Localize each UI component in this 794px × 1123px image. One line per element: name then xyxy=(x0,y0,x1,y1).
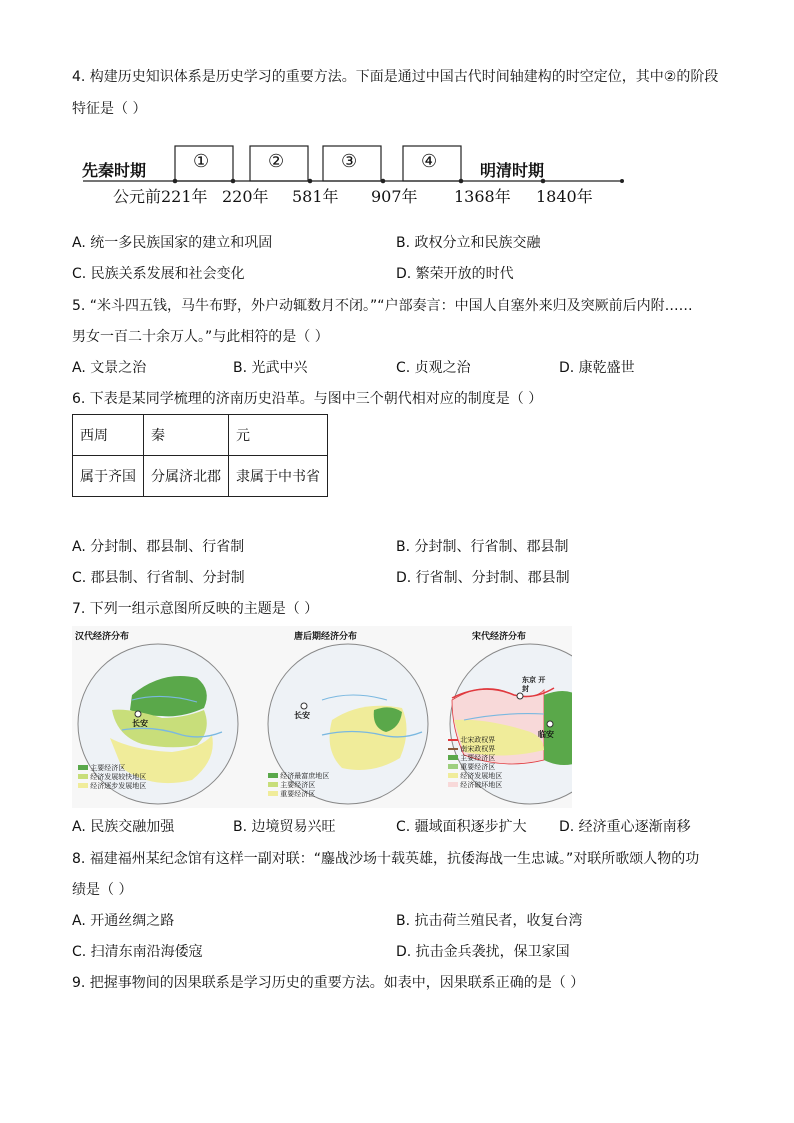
q6-stem: 6. 下表是某同学梳理的济南历史沿革。与图中三个朝代相对应的制度是（ ） xyxy=(72,391,543,407)
q8-stem-line2: 绩是（ ） xyxy=(72,882,133,898)
q5-stem-line2: 男女一百二十余万人。”与此相符的是（ ） xyxy=(72,329,329,345)
map-tang-title: 唐后期经济分布 xyxy=(294,632,358,642)
legend-item: 经济破坏地区 xyxy=(460,781,503,789)
legend-item: 主要经济区 xyxy=(90,764,126,772)
legend-item: 主要经济区 xyxy=(460,754,496,762)
q4-option-d[interactable]: D. 繁荣开放的时代 xyxy=(396,266,514,282)
q7-stem: 7. 下列一组示意图所反映的主题是（ ） xyxy=(72,601,319,617)
q6-option-c[interactable]: C. 郡县制、行省制、分封制 xyxy=(72,570,245,586)
map-song xyxy=(444,626,572,808)
map-song-city-kaifeng: 东京 开封 xyxy=(522,676,546,693)
map-han-city: 长安 xyxy=(132,719,148,728)
q9-stem: 9. 把握事物间的因果联系是学习历史的重要方法。如表中，因果联系正确的是（ ） xyxy=(72,975,585,991)
q5-option-b[interactable]: B. 光武中兴 xyxy=(233,360,308,376)
q7-option-a[interactable]: A. 民族交融加强 xyxy=(72,819,175,835)
timeline-box-2-label: ② xyxy=(268,151,285,172)
legend-item: 南宋政权界 xyxy=(460,745,496,753)
map-song-legend xyxy=(448,736,502,790)
map-tang-legend xyxy=(268,772,329,799)
timeline-year-1: 公元前221年 xyxy=(113,187,208,206)
q6-table-cell: 属于齐国 xyxy=(73,456,144,497)
map-han-title: 汉代经济分布 xyxy=(75,632,130,642)
q6-table-cell: 西周 xyxy=(73,415,144,456)
timeline-box-3-label: ③ xyxy=(341,151,358,172)
timeline-right-label: 明清时期 xyxy=(480,161,545,180)
map-han xyxy=(72,626,242,808)
q7-option-b[interactable]: B. 边境贸易兴旺 xyxy=(233,819,336,835)
legend-item: 经济逐步发展地区 xyxy=(90,782,147,790)
q6-option-d[interactable]: D. 行省制、分封制、郡县制 xyxy=(396,570,570,586)
q7-maps-figure xyxy=(72,626,572,808)
q4-option-b[interactable]: B. 政权分立和民族交融 xyxy=(396,235,541,251)
timeline-year-4: 907年 xyxy=(371,187,418,206)
legend-item: 北宋政权界 xyxy=(460,736,496,744)
q4-stem-line1: 4. 构建历史知识体系是历史学习的重要方法。下面是通过中国古代时间轴建构的时空定位，其中②的阶段 xyxy=(72,69,719,85)
timeline-year-5: 1368年 xyxy=(454,187,511,206)
legend-item: 重要经济区 xyxy=(460,763,496,771)
q6-table-cell: 元 xyxy=(229,415,328,456)
timeline-year-2: 220年 xyxy=(222,187,269,206)
q7-option-d[interactable]: D. 经济重心逐渐南移 xyxy=(559,819,691,835)
q8-stem-line1: 8. 福建福州某纪念馆有这样一副对联：“鏖战沙场十载英雄，抗倭海战一生忠诚。”对联所歌颂人物的功 xyxy=(72,851,700,867)
timeline-year-6: 1840年 xyxy=(536,187,593,206)
map-han-legend xyxy=(78,764,146,791)
timeline-left-label: 先秦时期 xyxy=(82,161,147,180)
q4-option-a[interactable]: A. 统一多民族国家的建立和巩固 xyxy=(72,235,273,251)
q8-option-b[interactable]: B. 抗击荷兰殖民者，收复台湾 xyxy=(396,913,583,929)
q6-table-cell: 隶属于中书省 xyxy=(229,456,328,497)
q6-table xyxy=(72,414,328,497)
legend-item: 主要经济区 xyxy=(280,781,316,789)
q4-timeline xyxy=(80,140,640,210)
map-song-city-linan: 临安 xyxy=(538,730,554,739)
legend-item: 经济发展地区 xyxy=(460,772,503,780)
map-tang xyxy=(262,626,432,808)
q5-stem-line1: 5. “米斗四五钱，马牛布野，外户动辄数月不闭。”“户部奏言：中国人自塞外来归及突厥前后内附…… xyxy=(72,298,693,314)
q7-option-c[interactable]: C. 疆域面积逐步扩大 xyxy=(396,819,527,835)
legend-item: 经济最富庶地区 xyxy=(280,772,330,780)
q6-option-a[interactable]: A. 分封制、郡县制、行省制 xyxy=(72,539,245,555)
q4-stem-line2: 特征是（ ） xyxy=(72,101,147,117)
legend-item: 经济发展较快地区 xyxy=(90,773,147,781)
q6-option-b[interactable]: B. 分封制、行省制、郡县制 xyxy=(396,539,569,555)
map-tang-city: 长安 xyxy=(294,711,310,720)
q5-option-a[interactable]: A. 文景之治 xyxy=(72,360,147,376)
q8-option-d[interactable]: D. 抗击金兵袭扰，保卫家国 xyxy=(396,944,570,960)
legend-item: 重要经济区 xyxy=(280,790,316,798)
timeline-box-4-label: ④ xyxy=(421,151,438,172)
timeline-box-1-label: ① xyxy=(193,151,210,172)
q4-option-c[interactable]: C. 民族关系发展和社会变化 xyxy=(72,266,245,282)
q6-table-row xyxy=(73,456,328,497)
q8-option-a[interactable]: A. 开通丝绸之路 xyxy=(72,913,175,929)
q6-table-header-row xyxy=(73,415,328,456)
timeline-year-3: 581年 xyxy=(292,187,339,206)
q5-option-d[interactable]: D. 康乾盛世 xyxy=(559,360,635,376)
q5-option-c[interactable]: C. 贞观之治 xyxy=(396,360,471,376)
q8-option-c[interactable]: C. 扫清东南沿海倭寇 xyxy=(72,944,203,960)
q6-table-cell: 分属济北郡 xyxy=(144,456,229,497)
q6-table-cell: 秦 xyxy=(144,415,229,456)
map-song-title: 宋代经济分布 xyxy=(472,632,527,642)
